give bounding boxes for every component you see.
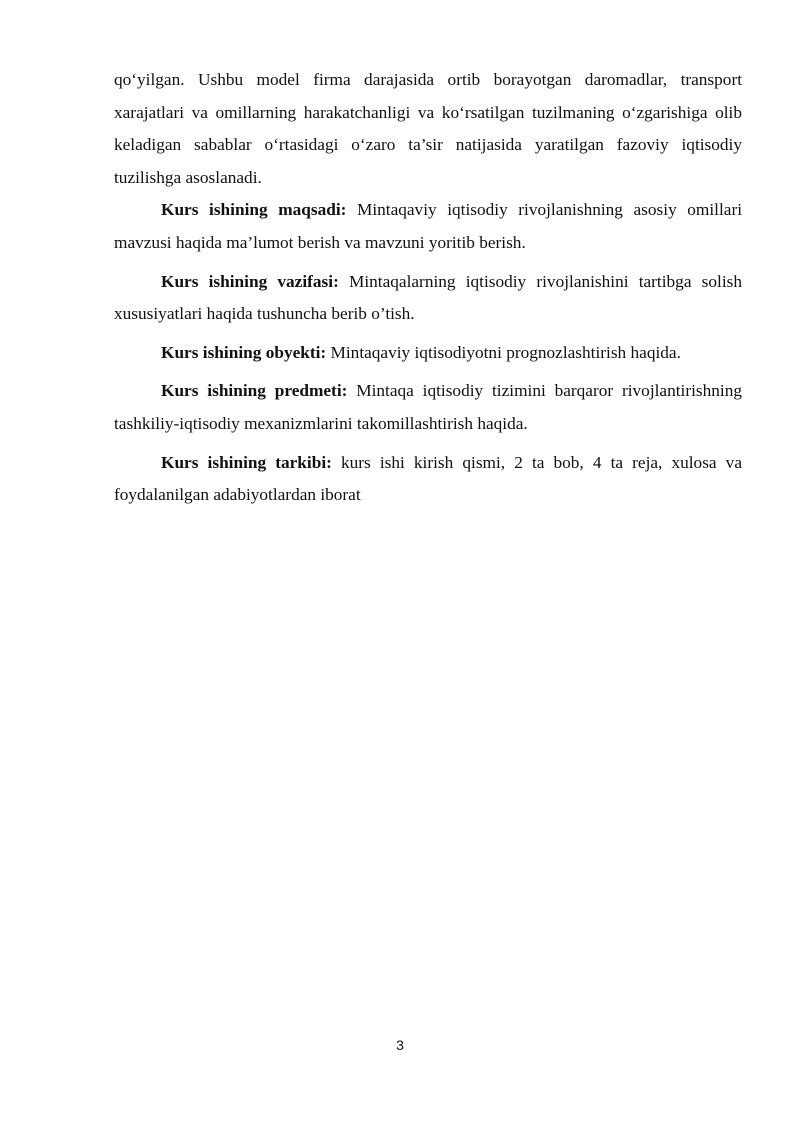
section-goal-label: Kurs ishining maqsadi: xyxy=(161,200,347,220)
section-goal-text: Mintaqaviy iqtisodiy rivojlanishning asosiy omillari mavzusi haqida ma’lumot berish va mavzuni yoritib berish. xyxy=(114,200,742,252)
section-goal xyxy=(114,194,742,259)
intro-paragraph: qo‘yilgan. Ushbu model firma darajasida ortib borayotgan daromadlar, transport xarajatlari va omillarning harakatchanligi va ko‘rsatilgan tuzilmaning o‘zgarishiga olib keladigan sabablar o‘rtasidagi o‘zaro ta’sir natijasida yaratilgan fazoviy iqtisodiy tuzilishga asoslanadi. xyxy=(114,70,742,187)
section-structure-text: kurs ishi kirish qismi, 2 ta bob, 4 ta reja, xulosa va foydalanilgan adabiyotlardan iborat xyxy=(114,452,742,505)
page-number: 3 xyxy=(396,1037,404,1053)
section-subject-text: Mintaqa iqtisodiy tizimini barqaror rivojlantirishning tashkiliy-iqtisodiy mexanizmlarini takomillashtirish haqida. xyxy=(114,381,742,433)
section-task-text: Mintaqalarning iqtisodiy rivojlanishini tartibga solish xususiyatlari haqida tushuncha berib o’tish. xyxy=(114,271,742,324)
section-structure xyxy=(114,447,742,512)
section-subject xyxy=(114,375,742,440)
section-object-label: Kurs ishining obyekti: xyxy=(161,342,327,362)
section-structure-label: Kurs ishining tarkibi: xyxy=(161,452,332,472)
document-page xyxy=(114,64,742,512)
section-subject-label: Kurs ishining predmeti: xyxy=(161,381,348,401)
section-object-text: Mintaqaviy iqtisodiyotni prognozlashtirish haqida. xyxy=(326,342,681,362)
section-object xyxy=(114,337,742,370)
section-task xyxy=(114,266,742,331)
section-task-label: Kurs ishining vazifasi: xyxy=(161,271,339,291)
